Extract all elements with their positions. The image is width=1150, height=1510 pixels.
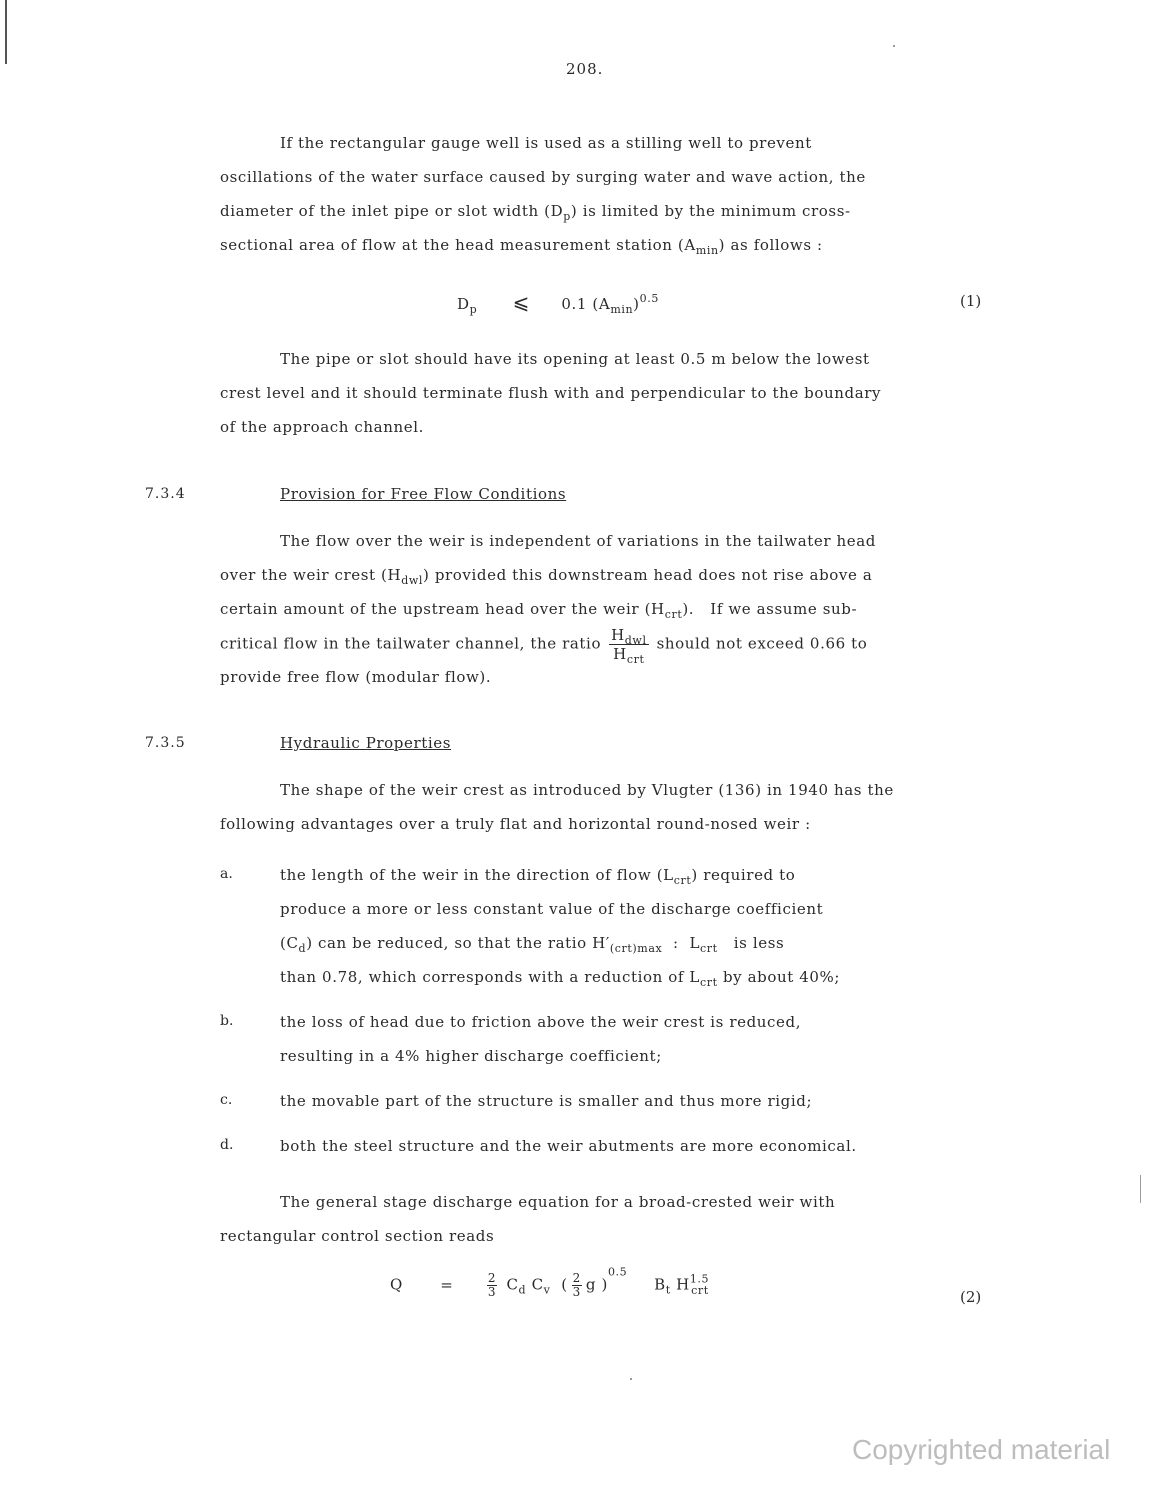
list-item-letter: a. xyxy=(220,866,233,882)
section-number: 7.3.5 xyxy=(145,735,186,751)
list-item xyxy=(280,1084,812,1118)
hydraulic-paragraph xyxy=(220,773,894,841)
text-line: diameter of the inlet pipe or slot width $(D_p)$ is limited by the minimum cross- xyxy=(220,202,851,223)
text-line: If the rectangular gauge well is used as a stilling well to prevent xyxy=(280,134,812,152)
text-line: following advantages over a truly flat and horizontal round-nosed weir : xyxy=(220,815,811,833)
text-line: the length of the weir in the direction of flow $(L_{crt})$ required to xyxy=(280,866,796,887)
section-title: Hydraulic Properties xyxy=(280,734,452,752)
text-line: the movable part of the structure is smaller and thus more rigid; xyxy=(280,1092,813,1110)
text-line: The general stage discharge equation for a broad-crested weir with xyxy=(280,1193,836,1211)
text-line: critical flow in the tailwater channel, the ratio $\frac{H_{dwl}}{H_{crt}}$ should not exceed 0.66 to xyxy=(220,626,868,666)
text-line: The pipe or slot should have its opening at least 0.5 m below the lowest xyxy=(280,350,870,368)
free-flow-paragraph xyxy=(220,524,876,694)
scan-speck xyxy=(630,1378,632,1380)
scan-speck xyxy=(1140,1175,1141,1203)
text-line: the loss of head due to friction above the weir crest is reduced, xyxy=(280,1013,802,1031)
scan-edge-mark xyxy=(5,0,7,64)
equation-1: $D_p$ ⩽ 0.1 $(A_{min})^{0.5}$ xyxy=(457,290,659,316)
page-number: 208. xyxy=(566,60,604,78)
list-item xyxy=(280,1129,857,1163)
text-line: rectangular control section reads xyxy=(220,1227,495,1245)
text-line: crest level and it should terminate flush with and perpendicular to the boundary xyxy=(220,384,882,402)
pipe-paragraph xyxy=(220,342,881,444)
discharge-paragraph xyxy=(220,1185,835,1253)
section-number: 7.3.4 xyxy=(145,486,186,502)
ratio-fraction: $\frac{H_{dwl}}{H_{crt}}$ xyxy=(611,626,647,666)
equation-1-number: (1) xyxy=(960,292,982,310)
list-item xyxy=(280,1005,801,1073)
list-item-letter: d. xyxy=(220,1137,234,1153)
text-line: certain amount of the upstream head over the weir $(H_{crt})$. If we assume sub- xyxy=(220,600,858,621)
scan-speck xyxy=(893,45,895,47)
fraction-two-thirds: $\frac{2}{3}$ xyxy=(572,1271,581,1299)
text-line: $(C_d)$ can be reduced, so that the ratio $H'_{(crt)max}$ : $L_{crt}$ is less xyxy=(280,934,785,955)
text-line: produce a more or less constant value of the discharge coefficient xyxy=(280,900,824,918)
list-item-letter: c. xyxy=(220,1092,233,1108)
list-item-letter: b. xyxy=(220,1013,234,1029)
copyright-watermark: Copyrighted material xyxy=(852,1434,1111,1465)
text-line: provide free flow (modular flow). xyxy=(220,668,492,686)
text-line: over the weir crest $(H_{dwl})$ provided this downstream head does not rise above a xyxy=(220,566,873,587)
text-line: than 0.78, which corresponds with a reduction of $L_{crt}$ by about 40%; xyxy=(280,968,841,989)
text-line: both the steel structure and the weir abutments are more economical. xyxy=(280,1137,857,1155)
section-title: Provision for Free Flow Conditions xyxy=(280,485,567,503)
text-line: oscillations of the water surface caused by surging water and wave action, the xyxy=(220,168,866,186)
text-line: of the approach channel. xyxy=(220,418,424,436)
list-item xyxy=(280,858,840,994)
text-line: The flow over the weir is independent of variations in the tailwater head xyxy=(280,532,876,550)
fraction-two-thirds: $\frac{2}{3}$ xyxy=(487,1271,497,1299)
text-line: The shape of the weir crest as introduced by Vlugter (136) in 1940 has the xyxy=(280,781,894,799)
equation-2: Q = $\frac{2}{3}$ $C_d$ $C_v$ ( $\frac{2}{3}$ g )$^{0.5}$ $B_t$ $H^{1.5}_{crt}$ xyxy=(390,1265,710,1299)
intro-paragraph xyxy=(220,126,866,262)
text-line: resulting in a 4% higher discharge coefficient; xyxy=(280,1047,662,1065)
equation-2-number: (2) xyxy=(960,1288,982,1306)
text-line: sectional area of flow at the head measurement station $(A_{min})$ as follows : xyxy=(220,236,823,257)
